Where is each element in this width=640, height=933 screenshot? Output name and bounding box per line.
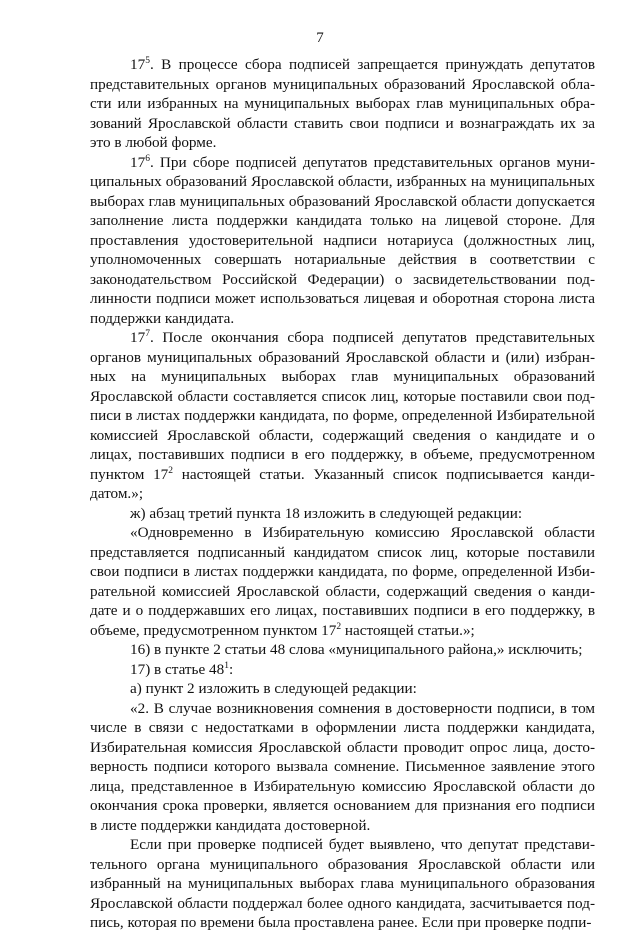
article-superscript: 1 <box>224 660 229 671</box>
clause-superscript: 6 <box>145 153 150 164</box>
paragraph-item-zh <box>90 504 595 524</box>
paragraph-text-continued: настоящей статьи.»; <box>341 621 475 639</box>
clause-superscript: 7 <box>145 329 150 339</box>
reference-superscript: 2 <box>168 465 174 476</box>
paragraph-verification <box>90 835 595 933</box>
paragraph-17-6 <box>90 153 595 329</box>
paragraph-text: ж) абзац третий пункта 18 изложить в следующей редакции: <box>130 504 523 522</box>
clause-number: 17 <box>130 329 146 346</box>
page-number: 7 <box>316 30 324 46</box>
clause-number: 17 <box>130 153 146 171</box>
document-body <box>90 55 595 933</box>
paragraph-text: 17) в статье 48 <box>130 660 225 678</box>
reference-superscript: 2 <box>336 621 342 632</box>
paragraph-17-5 <box>90 55 595 153</box>
paragraph-clause-2 <box>90 699 595 836</box>
paragraph-text: «2. В случае возникновения сомнения в достоверности подписи, в том числе в связи с недостатками в оформлении листа поддержки кандидата, Избирательная комиссия Ярославской области проводит опрос лица, достоверность подписи которого вызвала сомнение. Письменное заявление этого лица, представленное в Избирательную комиссию Ярославской области до окончания срока проверки, является основанием для признания его подписи в листе поддержки кандидата достоверной. <box>90 699 595 834</box>
paragraph-17-7 <box>90 328 595 504</box>
paragraph-item-17 <box>90 660 595 680</box>
paragraph-text: . В процессе сбора подписей запрещается принуждать депутатов представительных органов муниципальных образований Ярославской области или избранных на муниципальных выборах глав муниципальных образований Ярославской области ставить свои подписи и вознаграждать их за это в любой форме. <box>90 56 595 151</box>
paragraph-text: а) пункт 2 изложить в следующей редакции: <box>130 680 417 697</box>
paragraph-text: . При сборе подписей депутатов представительных органов муниципальных образований Ярославской области, избранных на муниципальных выборах глав муниципальных образований Ярославской области допускается заполнение листа поддержки кандидата только на лицевой стороне. Для проставления удостоверительной надписи нотариуса (должностных лиц, уполномоченных совершать нотариальные действия в соответствии с законодательством Российской Федерации) о засвидетельствовании подлинности подписи может использоваться лицевая и оборотная сторона листа поддержки кандидата. <box>90 153 595 327</box>
clause-number: 17 <box>130 56 146 73</box>
paragraph-item-16 <box>90 640 595 660</box>
paragraph-text: «Одновременно в Избирательную комиссию Ярославской области представляется подписанный кандидатом список лиц, которые поставили свои подписи в листах поддержки кандидата, по форме, определенной Избирательной комиссией Ярославской области, содержащий сведения о кандидате и о поддержавших его лицах, поставивших подписи в его поддержку, в объеме, предусмотренном пунктом 17 <box>90 524 595 639</box>
paragraph-text: 16) в пункте 2 статьи 48 слова «муниципального района,» исключить; <box>130 641 583 658</box>
paragraph-text-continued: настоящей статьи. Указанный список подписывается кандидатом.»; <box>90 465 595 502</box>
paragraph-item-a <box>90 679 595 699</box>
paragraph-text: . После окончания сбора подписей депутатов представительных органов муниципальных образований Ярославской области и (или) избранных на муниципальных выборах глав муниципальных образований Ярославской области составляется список лиц, которые поставили свои подписи в листах поддержки кандидата, по форме, определенной Избирательной комиссией Ярославской области, содержащий сведения о кандидате и о лицах, поставивших подписи в его поддержку, в объеме, предусмотренном пунктом 17 <box>90 329 595 483</box>
clause-superscript: 5 <box>145 56 150 66</box>
paragraph-text-continued: : <box>228 660 234 678</box>
paragraph-text: Если при проверке подписей будет выявлено, что депутат представительного органа муниципального образования Ярославской области или избранный на муниципальных выборах глава муниципального образования Ярославской области поддержал более одного кандидата, засчитывается подпись, которая по времени была проставлена ранее. Если при проверке подпи- <box>90 836 595 931</box>
paragraph-quoted-text <box>90 523 595 640</box>
